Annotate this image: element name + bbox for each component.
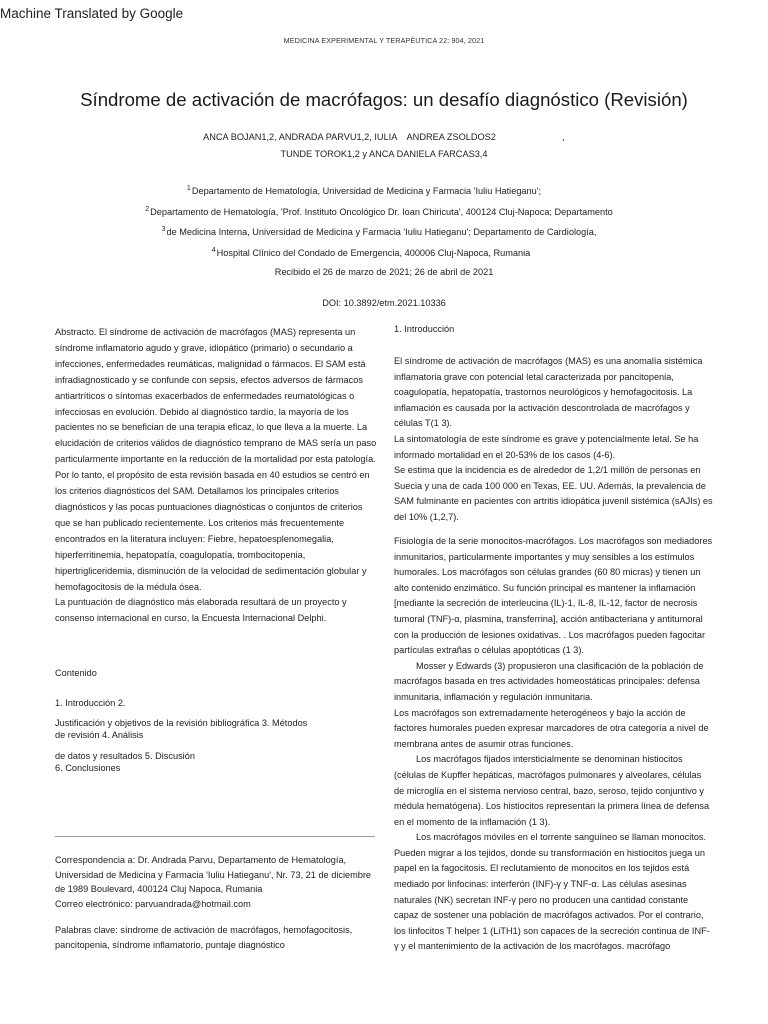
- received-dates: Recibido el 26 de marzo de 2021; 26 de abril de 2021: [274, 267, 494, 277]
- contents-item: 1. Introducción 2.: [55, 698, 126, 708]
- contents-item: de datos y resultados 5. Discusión: [55, 751, 195, 761]
- affiliation-4: [0, 242, 768, 263]
- article-title: Síndrome de activación de macrófagos: un desafío diagnóstico (Revisión): [80, 89, 688, 110]
- abstract-paragraph-2: Por lo tanto, el propósito de esta revisión basada en 40 estudios se centró en los criterios diagnósticos del SAM. Detallamos los principales criterios diagnósticos y las pocas puntuaciones diagnósticas o conjuntos de criterios que se han publicado recientemente. Los criterios más frecuentemente encontrados en la literatura incluyen: Fiebre, hepatoesplenomegalia, hiperferritinemia, hepatopatía, coagulopatía, trombocitopenia, hipertrigliceridemia, disminución de la velocidad de sedimentación globular y hemofagocitosis de la médula ósea.: [55, 470, 370, 592]
- doi: DOI: 10.3892/etm.2021.10336: [322, 298, 446, 308]
- author-line-1: ANCA BOJAN1,2, ANDRADA PARVU1,2, IULIA ANDREA ZSOLDOS2 ,: [203, 132, 565, 142]
- contents-item: 6. Conclusiones: [55, 763, 121, 773]
- journal-header: MEDICINA EXPERIMENTAL Y TERAPÉUTICA 22: 904, 2021: [283, 36, 485, 45]
- correspondence-address: Correspondencia a: Dr. Andrada Parvu, Departamento de Hematología, Universidad de Medicina y Farmacia 'Iuliu Hatieganu', Nr. 73, 21 de diciembre de 1989 Boulevard, 400124 Cluj Napoca, Rumania: [55, 855, 372, 895]
- affiliations: [0, 180, 768, 262]
- correspondence-email: Correo electrónico: parvuandrada@hotmail.com: [55, 898, 251, 909]
- affiliation-text: Departamento de Hematología, 'Prof. Instituto Oncológico Dr. Ioan Chiricuta', 400124 Cluj-Napoca; Departamento: [150, 206, 613, 217]
- affiliation-3: [0, 221, 768, 242]
- abstract: [55, 325, 377, 627]
- keywords: Palabras clave: síndrome de activación de macrófagos, hemofagocitosis, pancitopenia, síndrome inflamatorio, puntaje diagnóstico: [55, 925, 353, 950]
- physiology-paragraph-3: Los macrófagos son extremadamente heterogéneos y bajo la acción de factores humorales pueden expresar marcadores de otra categoría a nivel de membrana antes de asumir otras funciones.: [394, 707, 709, 749]
- affiliation-text: de Medicina Interna, Universidad de Medicina y Farmacia 'Iuliu Hatieganu'; Departamento de Cardiología,: [166, 227, 597, 237]
- introduction-heading: 1. Introducción: [394, 324, 455, 334]
- contents-list: [55, 697, 377, 774]
- affiliation-number: 3: [161, 226, 166, 233]
- affiliation-number: 1: [186, 185, 191, 192]
- intro-paragraph-1: El síndrome de activación de macrófagos (MAS) es una anomalía sistémica inflamatoria grave con potencial letal caracterizada por pancitopenia, coagulopatía, hepatopatía, trastornos neurológicos y hemofagocitosis. La inflamación es causada por la activación descontrolada de macrófagos y células T(1 3).: [394, 356, 703, 429]
- abstract-paragraph-1: Abstracto. El síndrome de activación de macrófagos (MAS) representa un síndrome inflamatorio agudo y grave, idiopático (primario) o secundario a infecciones, enfermedades reumáticas, malignidad o fármacos. El SAM está infradiagnosticado y se confunde con sepsis, efectos adversos de fármacos antiartríticos o síntomas exacerbados de enfermedades reumatológicas o infecciosas en evolución. Debido al diagnóstico tardío, la mayoría de los pacientes no se benefician de una terapia eficaz, lo que lleva a la muerte. La elucidación de criterios válidos de diagnóstico temprano de MAS sería un paso particularmente importante en la reducción de la mortalidad por esta patología.: [55, 327, 377, 465]
- intro-paragraph-2: La sintomatología de este síndrome es grave y potencialmente letal. Se ha informado mortalidad en el 20-53% de los casos (4-6).: [394, 433, 699, 460]
- affiliation-number: 2: [145, 205, 150, 213]
- contents-heading: Contenido: [55, 668, 97, 678]
- physiology-paragraph-4: Los macrófagos fijados intersticialmente se denominan histiocitos (células de Kupffer hepáticas, macrófagos pulmonares y alveolares, células de microglía en el sistema nervioso central, bazo, seroso, tejido conjuntivo y médula hematógena). Los histiocitos representan la primera línea de defensa en el momento de la inflamación (1 3).: [394, 754, 710, 827]
- contents-item: Justificación y objetivos de la revisión bibliográfica 3. Métodos: [55, 718, 308, 728]
- affiliation-1: [0, 180, 768, 201]
- correspondence: [55, 853, 377, 911]
- affiliation-text: Departamento de Hematología, Universidad de Medicina y Farmacia 'Iuliu Hatieganu';: [191, 186, 542, 196]
- introduction-body: [394, 354, 714, 526]
- physiology-section: [394, 534, 714, 955]
- intro-paragraph-3: Se estima que la incidencia es de alrededor de 1,2/1 millón de personas en Suecia y una de cada 100 000 en Texas, EE. UU. Además, la prevalencia de SAM fulminante en pacientes con artritis idiopática juvenil sistémica (sAJIs) es del 10% (1,2,7).: [394, 465, 713, 522]
- abstract-paragraph-3: La puntuación de diagnóstico más elaborada resultará de un proyecto y consenso internacional en curso, la Encuesta Internacional Delphi.: [55, 597, 347, 624]
- physiology-paragraph-2: Mosser y Edwards (3) propusieron una clasificación de la población de macrófagos basada en tres actividades homeostáticas principales: defensa inmunitaria, inflamación y regulación inmunitaria.: [394, 660, 704, 702]
- divider: [55, 836, 375, 837]
- affiliation-text: Hospital Clínico del Condado de Emergencia, 400006 Cluj-Napoca, Rumania: [216, 247, 531, 258]
- contents-item: de revisión 4. Análisis: [55, 730, 144, 740]
- physiology-paragraph-5: Los macrófagos móviles en el torrente sanguíneo se llaman monocitos. Pueden migrar a los tejidos, donde su transformación en histiocitos juega un papel en la fagocitosis. El reclutamiento de monocitos en los tejidos está mediado por linfocinas: interferón (INF)-γ y TNF-α. Las células asesinas naturales (NK) secretan INF-γ pero no producen una cantidad constante capaz de sostener una población de macrófagos activados. Por el contrario, los linfocitos T helper 1 (LiTH1) son capaces de la secreción continua de INF-γ y el mantenimiento de la activación de los macrófagos. macrófago: [394, 832, 710, 952]
- affiliation-number: 4: [211, 246, 216, 254]
- affiliation-2: [0, 201, 768, 222]
- physiology-paragraph-1: Fisiología de la serie monocitos-macrófagos. Los macrófagos son mediadores inmunitarios, particularmente importantes y muy sensibles a los estímulos humorales. Los macrófagos son células grandes (60 80 micras) y tienen un alto contenido enzimático. Su función principal es mantener la inflamación [mediante la secreción de interleucina (IL)-1, IL-8, IL-12, factor de necrosis tumoral (TNF)-α, plasmina, transferrina], acción antibacteriana y antitumoral con la producción de lesiones oxidativas. . Los macrófagos pueden fagocitar partículas extrañas o células apoptóticas (1 3).: [394, 536, 713, 656]
- author-list: [0, 129, 768, 163]
- author-line-2: TUNDE TOROK1,2 y ANCA DANIELA FARCAS3,4: [280, 149, 488, 159]
- machine-translation-banner: Machine Translated by Google: [0, 6, 184, 21]
